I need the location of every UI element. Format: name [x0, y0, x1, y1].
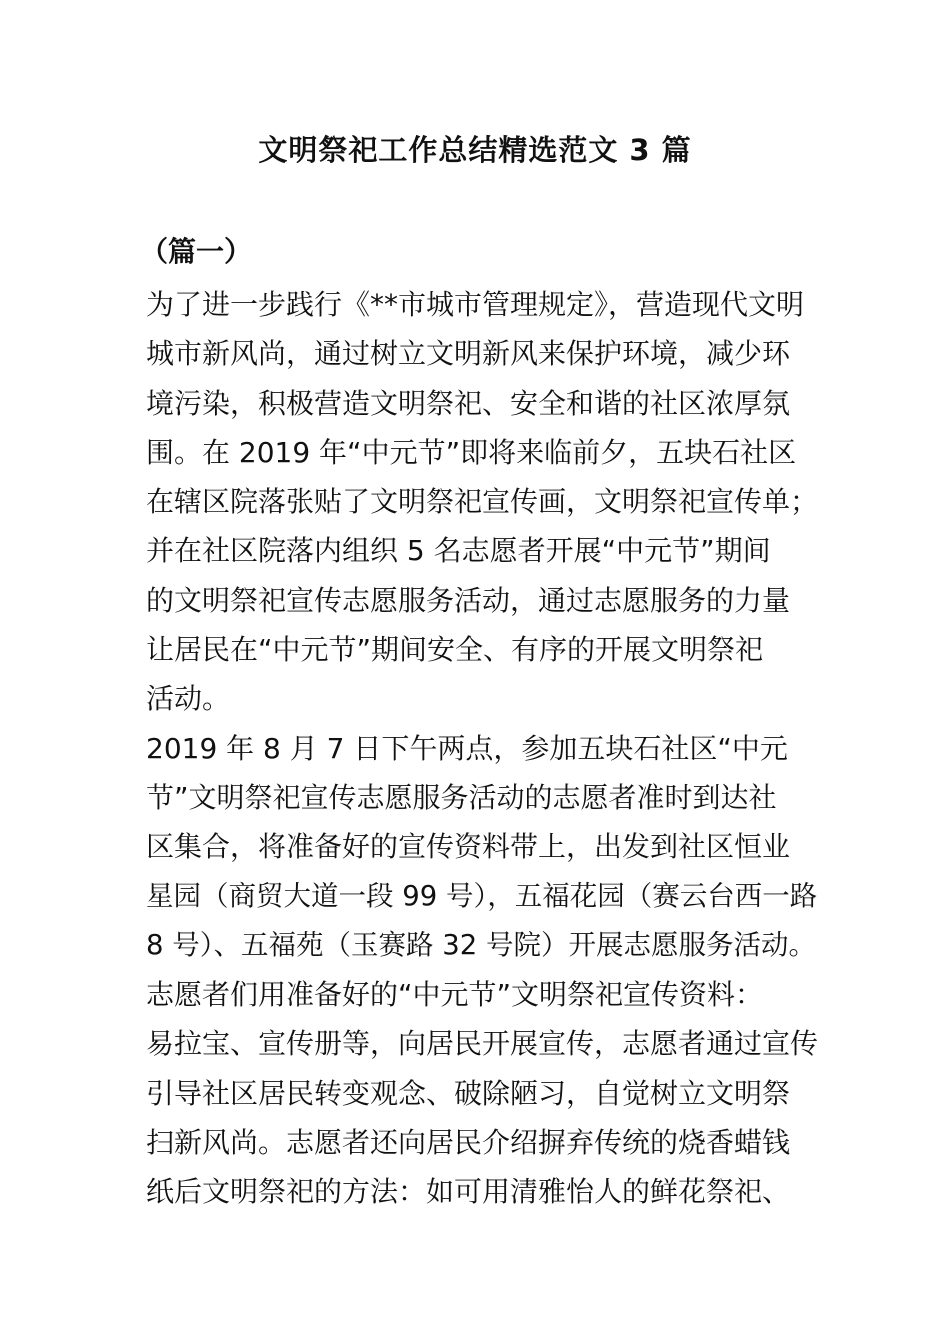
text-line: 扫新风尚。志愿者还向居民介绍摒弃传统的烧香蜡钱: [146, 1126, 791, 1160]
text-line: 活动。: [146, 682, 231, 716]
text-line: 围。在 2019 年“中元节”即将来临前夕，五块石社区: [146, 435, 797, 469]
text-line: 节”文明祭祀宣传志愿服务活动的志愿者准时到达社: [146, 780, 777, 814]
section-heading: （篇一）: [140, 235, 253, 268]
text-line: 区集合，将准备好的宣传资料带上，出发到社区恒业: [146, 830, 791, 864]
text-line: 并在社区院落内组织 5 名志愿者开展“中元节”期间: [146, 534, 771, 568]
text-line: 星园（商贸大道一段 99 号），五福花园（赛云台西一路: [146, 879, 818, 912]
text-line: 城市新风尚，通过树立文明新风来保护环境，减少环: [146, 337, 791, 371]
text-line: 8 号）、五福苑（玉赛路 32 号院）开展志愿服务活动。: [146, 928, 816, 961]
text-line: 的文明祭祀宣传志愿服务活动，通过志愿服务的力量: [146, 583, 791, 617]
text-line: 2019 年 8 月 7 日下午两点，参加五块石社区“中元: [146, 731, 788, 765]
text-line: 易拉宝、宣传册等，向居民开展宣传，志愿者通过宣传: [146, 1027, 819, 1061]
text-line: 为了进一步践行《**市城市管理规定》，营造现代文明: [146, 288, 805, 321]
document-title: 文明祭祀工作总结精选范文 3 篇: [258, 133, 692, 167]
text-line: 志愿者们用准备好的“中元节”文明祭祀宣传资料：: [146, 978, 764, 1012]
text-line: 引导社区居民转变观念、破除陋习，自觉树立文明祭: [146, 1076, 791, 1110]
text-line: 在辖区院落张贴了文明祭祀宣传画，文明祭祀宣传单；: [146, 485, 819, 519]
body-text: [146, 280, 818, 1217]
text-line: 纸后文明祭祀的方法：如可用清雅怡人的鲜花祭祀、: [146, 1175, 791, 1209]
text-line: 让居民在“中元节”期间安全、有序的开展文明祭祀: [146, 633, 764, 667]
text-line: 境污染，积极营造文明祭祀、安全和谐的社区浓厚氛: [146, 386, 791, 420]
